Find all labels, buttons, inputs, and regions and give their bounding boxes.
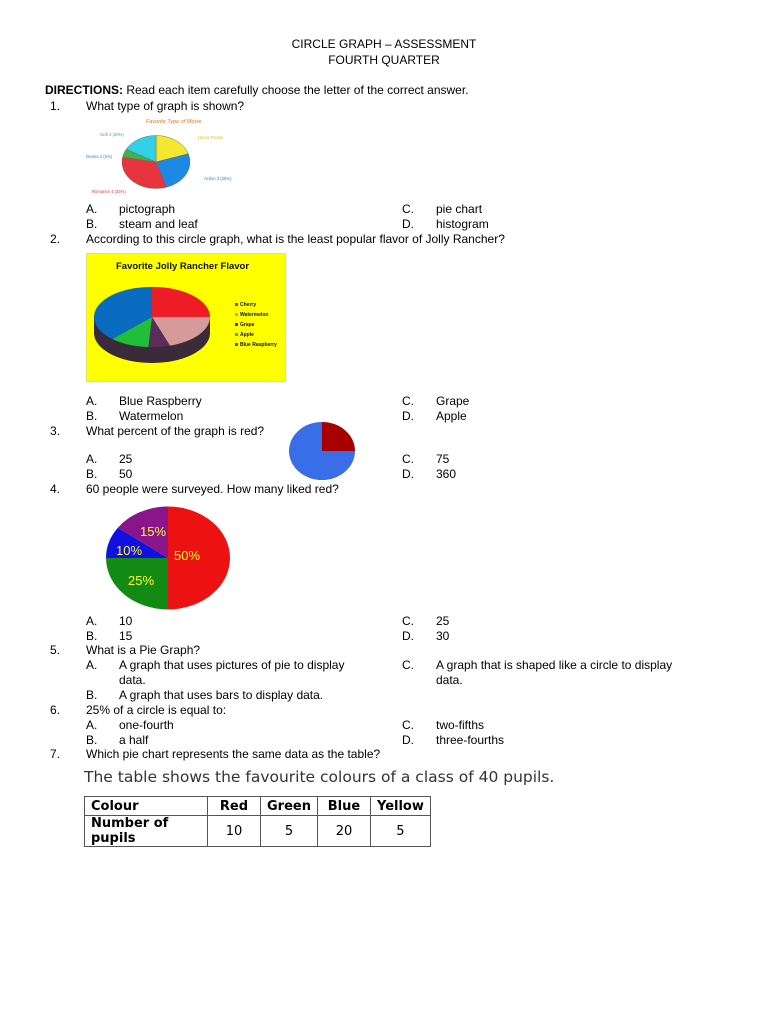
table-header-cell: Blue bbox=[317, 797, 370, 816]
option-b[interactable]: Watermelon bbox=[119, 409, 184, 423]
option-letter: B. bbox=[86, 629, 98, 643]
pie-slice bbox=[322, 422, 355, 451]
table-cell: 10 bbox=[208, 816, 261, 847]
option-letter: C. bbox=[402, 718, 414, 732]
table-header-cell: Red bbox=[208, 797, 261, 816]
option-letter: D. bbox=[402, 733, 414, 747]
option-c[interactable]: 25 bbox=[436, 614, 450, 628]
option-c[interactable]: A graph that is shaped like a circle to display data. bbox=[436, 658, 673, 687]
question-text: What percent of the graph is red? bbox=[86, 424, 265, 438]
option-letter: D. bbox=[402, 409, 414, 423]
option-a[interactable]: one-fourth bbox=[119, 718, 174, 732]
slice-label: 10% bbox=[116, 543, 143, 558]
jolly-rancher-pie-chart bbox=[86, 253, 286, 382]
option-a[interactable]: 25 bbox=[119, 452, 133, 466]
question-number: 4. bbox=[50, 482, 61, 496]
table-cell: 5 bbox=[370, 816, 430, 847]
option-b[interactable]: a half bbox=[119, 733, 149, 747]
option-d[interactable]: 360 bbox=[436, 467, 457, 481]
movie-pie-chart bbox=[86, 114, 266, 196]
option-letter: B. bbox=[86, 217, 98, 231]
question-text: What type of graph is shown? bbox=[86, 99, 245, 113]
option-letter: B. bbox=[86, 733, 98, 747]
slice-label: Action 3 (25%) bbox=[204, 176, 232, 181]
option-letter: C. bbox=[402, 614, 414, 628]
option-d[interactable]: histogram bbox=[436, 217, 489, 231]
question-number: 1. bbox=[50, 99, 61, 113]
slice-label: Drama 2 (5%) bbox=[86, 154, 113, 159]
table-row bbox=[85, 816, 431, 847]
option-letter: C. bbox=[402, 394, 414, 408]
option-c[interactable]: Grape bbox=[436, 394, 470, 408]
slice-label: 25% bbox=[128, 573, 155, 588]
table-cell: Number of pupils bbox=[85, 816, 208, 847]
slice-label: Scifi 4 (20%) bbox=[100, 132, 124, 137]
option-letter: C. bbox=[402, 658, 414, 672]
option-letter: A. bbox=[86, 202, 98, 216]
option-letter: A. bbox=[86, 452, 98, 466]
legend-entry: Blue Raspberry bbox=[240, 342, 277, 348]
option-a[interactable]: 10 bbox=[119, 614, 133, 628]
table-cell: 5 bbox=[261, 816, 318, 847]
question-number: 2. bbox=[50, 232, 61, 246]
slice-label: Romance 4 (33%) bbox=[92, 189, 126, 194]
option-letter: A. bbox=[86, 718, 98, 732]
colours-table bbox=[84, 796, 431, 847]
page-subtitle: FOURTH QUARTER bbox=[328, 53, 440, 67]
table-caption: The table shows the favourite colours of a class of 40 pupils. bbox=[84, 768, 555, 786]
table-cell: 20 bbox=[317, 816, 370, 847]
option-b[interactable]: 15 bbox=[119, 629, 133, 643]
question-text: 25% of a circle is equal to: bbox=[86, 703, 227, 717]
option-b[interactable]: A graph that uses bars to display data. bbox=[119, 688, 324, 702]
slice-label: 15% bbox=[140, 524, 167, 539]
option-letter: C. bbox=[402, 452, 414, 466]
table-header-row bbox=[85, 797, 431, 816]
option-a[interactable]: Blue Raspberry bbox=[119, 394, 202, 408]
option-letter: D. bbox=[402, 629, 414, 643]
table-header-cell: Green bbox=[261, 797, 318, 816]
option-letter: D. bbox=[402, 217, 414, 231]
question-number: 5. bbox=[50, 643, 61, 657]
option-b[interactable]: steam and leaf bbox=[119, 217, 198, 231]
option-letter: A. bbox=[86, 658, 98, 672]
legend-entry: Watermelon bbox=[240, 312, 269, 318]
directions bbox=[45, 83, 469, 97]
question-number: 6. bbox=[50, 703, 61, 717]
slice-label: 50% bbox=[174, 548, 201, 563]
option-d[interactable]: 30 bbox=[436, 629, 450, 643]
option-letter: B. bbox=[86, 409, 98, 423]
option-letter: A. bbox=[86, 394, 98, 408]
option-a[interactable]: pictograph bbox=[119, 202, 176, 216]
option-a[interactable]: A graph that uses pictures of pie to display data. bbox=[119, 658, 345, 687]
option-c[interactable]: two-fifths bbox=[436, 718, 485, 732]
legend-entry: Apple bbox=[240, 332, 254, 338]
red-blue-pie-chart bbox=[288, 421, 356, 481]
directions-label: DIRECTIONS: bbox=[45, 83, 123, 97]
option-d[interactable]: Apple bbox=[436, 409, 467, 423]
option-letter: B. bbox=[86, 688, 98, 702]
slice-label: Horror Fiction bbox=[198, 135, 224, 140]
option-c[interactable]: pie chart bbox=[436, 202, 483, 216]
question-text: 60 people were surveyed. How many liked red? bbox=[86, 482, 339, 496]
question-text: According to this circle graph, what is the least popular flavor of Jolly Rancher? bbox=[86, 232, 505, 246]
question-text: Which pie chart represents the same data as the table? bbox=[86, 747, 381, 761]
option-letter: C. bbox=[402, 202, 414, 216]
legend-entry: Grape bbox=[240, 322, 255, 328]
table-header-cell: Colour bbox=[85, 797, 208, 816]
chart-title: Favorite Jolly Rancher Flavor bbox=[116, 261, 250, 272]
directions-text: Read each item carefully choose the letter of the correct answer. bbox=[123, 83, 469, 97]
table-header-cell: Yellow bbox=[370, 797, 430, 816]
page-title: CIRCLE GRAPH – ASSESSMENT bbox=[291, 37, 477, 51]
option-c[interactable]: 75 bbox=[436, 452, 450, 466]
option-letter: A. bbox=[86, 614, 98, 628]
question-text: What is a Pie Graph? bbox=[86, 643, 201, 657]
survey-pie-chart bbox=[104, 506, 240, 610]
option-d[interactable]: three-fourths bbox=[436, 733, 505, 747]
option-letter: B. bbox=[86, 467, 98, 481]
option-letter: D. bbox=[402, 467, 414, 481]
option-b[interactable]: 50 bbox=[119, 467, 133, 481]
question-number: 3. bbox=[50, 424, 61, 438]
question-number: 7. bbox=[50, 747, 61, 761]
chart-title: Favorite Type of Movie bbox=[146, 119, 202, 125]
legend-entry: Cherry bbox=[240, 302, 257, 308]
